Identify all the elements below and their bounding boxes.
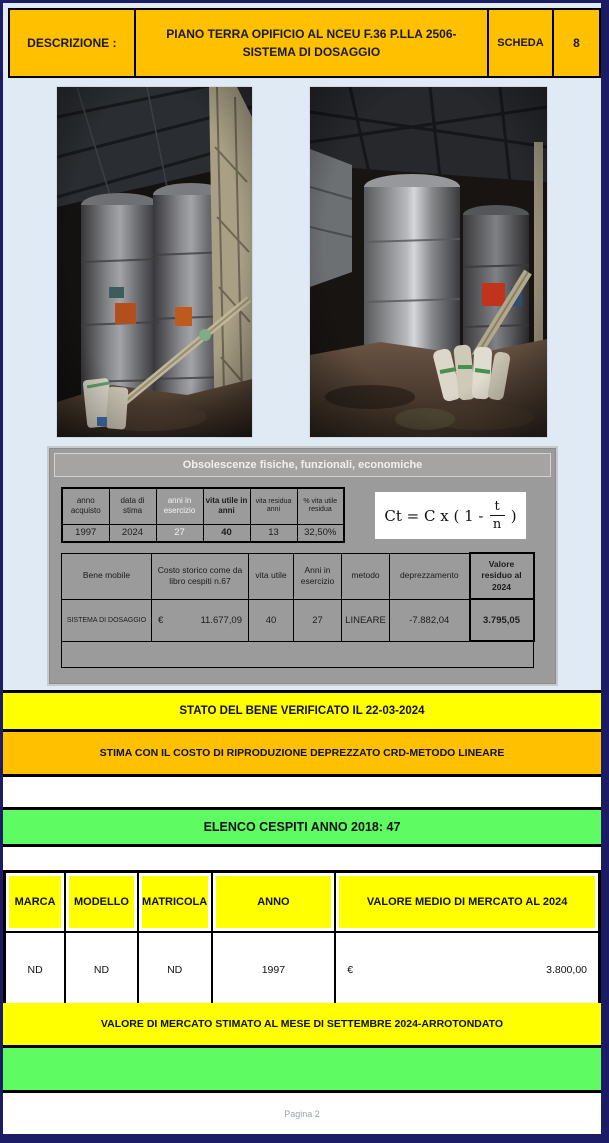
useful-life-table — [61, 487, 345, 543]
market-value-table — [3, 870, 601, 1010]
asset-description-line2: SISTEMA DI DOSAGGIO — [242, 45, 381, 59]
asset-depreciation-table — [61, 552, 535, 668]
formula-fraction — [490, 500, 505, 531]
life-value-data-stima: 2024 — [109, 524, 156, 542]
asset-header-valore-residuo: Valore residuo al 2024 — [470, 553, 534, 599]
page-footer — [3, 1093, 601, 1134]
market-header-marca: MARCA — [5, 872, 66, 933]
asset-header-vita-utile: vita utile — [249, 553, 294, 599]
market-value-matricola: ND — [138, 932, 212, 1009]
market-table-header-row — [5, 872, 600, 933]
market-value-valore — [335, 932, 599, 1009]
market-value-amount: 3.800,00 — [546, 964, 587, 976]
asset-table-data-row — [62, 599, 534, 641]
asset-costo-currency: € — [158, 614, 164, 626]
market-header-matricola: MATRICOLA — [138, 872, 212, 933]
banner-empty-green — [3, 1048, 601, 1093]
scheda-number: 8 — [552, 10, 599, 76]
asset-header-metodo: metodo — [342, 553, 390, 599]
asset-value-anni: 27 — [294, 599, 342, 641]
useful-life-header-row — [62, 488, 344, 524]
banner-stima-crd: STIMA CON IL COSTO DI RIPRODUZIONE DEPREZZATO CRD-METODO LINEARE — [3, 732, 601, 777]
asset-value-metodo: LINEARE — [342, 599, 390, 641]
asset-header-anni: Anni in esercizio — [294, 553, 342, 599]
life-header-anni-esercizio: anni in esercizio — [156, 488, 203, 524]
asset-header-bene: Bene mobile — [62, 553, 152, 599]
market-table-data-row — [5, 932, 600, 1009]
useful-life-value-row — [62, 524, 344, 542]
description-header-table — [8, 8, 601, 78]
asset-description-line1: PIANO TERRA OPIFICIO AL NCEU F.36 P.LLA 2506- — [166, 27, 457, 41]
asset-table-header-row — [62, 553, 534, 599]
page-number: Pagina 2 — [284, 1108, 320, 1119]
silos-photo-1-illustration — [57, 87, 252, 437]
banner-stato-bene: STATO DEL BENE VERIFICATO IL 22-03-2024 — [3, 690, 601, 732]
life-value-anni-esercizio: 27 — [156, 524, 203, 542]
asset-header-deprezzamento: deprezzamento — [390, 553, 470, 599]
asset-photo-left — [57, 87, 252, 437]
asset-header-costo: Costo storico come da libro cespiti n.67 — [152, 553, 249, 599]
market-header-valore: VALORE MEDIO DI MERCATO AL 2024 — [335, 872, 599, 933]
asset-value-costo — [152, 599, 249, 641]
asset-value-valore-residuo: 3.795,05 — [470, 599, 534, 641]
formula-numerator: t — [490, 500, 505, 516]
asset-photo-right — [310, 87, 547, 437]
obsolescence-panel — [47, 446, 558, 686]
life-value-anno-acquisto: 1997 — [62, 524, 109, 542]
obsolescence-title: Obsolescenze fisiche, funzionali, economiche — [54, 453, 551, 477]
asset-value-bene: SISTEMA DI DOSAGGIO — [62, 599, 152, 641]
market-header-anno: ANNO — [212, 872, 336, 933]
asset-value-vita-utile: 40 — [249, 599, 294, 641]
formula-rhs: ) — [510, 506, 517, 525]
life-value-vita-utile: 40 — [203, 524, 250, 542]
life-value-vita-residua: 13 — [250, 524, 297, 542]
market-value-anno: 1997 — [212, 932, 336, 1009]
life-header-vita-residua: vita residua anni — [250, 488, 297, 524]
banner-valore-mercato: VALORE DI MERCATO STIMATO AL MESE DI SETTEMBRE 2024-ARROTONDATO — [3, 1003, 601, 1048]
life-header-data-stima: data di stima — [109, 488, 156, 524]
asset-table-empty-cell — [62, 641, 534, 667]
scheda-label: SCHEDA — [487, 10, 552, 76]
formula-lhs: Ct = C x ( 1 - — [384, 506, 484, 525]
market-value-marca: ND — [5, 932, 66, 1009]
gap-above-market-table — [3, 847, 601, 870]
asset-costo-amount: 11.677,09 — [200, 614, 242, 626]
life-header-anno-acquisto: anno acquisto — [62, 488, 109, 524]
silos-photo-2-illustration — [310, 87, 547, 437]
life-value-perc-residua: 32,50% — [297, 524, 344, 542]
formula-denominator: n — [492, 517, 502, 532]
market-value-modello: ND — [65, 932, 138, 1009]
life-header-vita-utile: vita utile in anni — [203, 488, 250, 524]
market-header-modello: MODELLO — [65, 872, 138, 933]
asset-description — [134, 10, 487, 76]
banner-elenco-cespiti: ELENCO CESPITI ANNO 2018: 47 — [3, 810, 601, 847]
market-value-currency: € — [347, 964, 354, 976]
banner-empty-white — [3, 777, 601, 810]
depreciation-formula — [375, 492, 526, 539]
asset-value-deprezzamento: -7.882,04 — [390, 599, 470, 641]
life-header-perc-residua: % vita utile residua — [297, 488, 344, 524]
asset-table-empty-row — [62, 641, 534, 667]
description-label: DESCRIZIONE : — [27, 36, 117, 50]
